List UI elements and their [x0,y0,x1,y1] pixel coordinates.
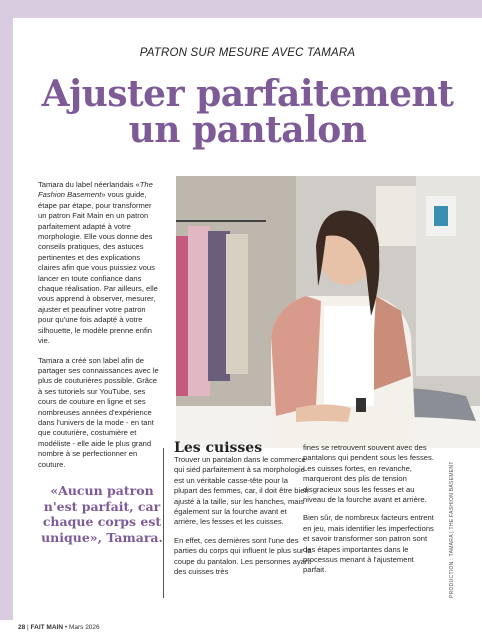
page-number: 28 [18,624,26,631]
label-name: The Fashion Basement [38,180,153,200]
issue-date: Mars 2026 [68,624,100,631]
column-rule [163,448,164,598]
kicker: PATRON SUR MESURE AVEC TAMARA [139,47,356,59]
col2-paragraph-2: Bien sûr, de nombreux facteurs entrent en jeu, mais identifier les imperfections et savoir transformer son patron sont des étapes importantes dans le processus menant à l'ajustement parfait. [303,513,434,575]
title-line-1: Ajuster parfaitement [41,73,454,115]
body-column-1 [174,455,312,585]
title-line-2: un pantalon [128,109,367,151]
pull-quote: «Aucun patron n'est parfait, car chaque corps est unique», Tamara. [41,483,163,545]
magazine-name: FAIT MAIN [30,624,64,631]
tamara-photo [176,176,480,448]
col2-paragraph-1: fines se retrouvent souvent avec des pantalons qui pendent sous les fesses. Les cuisses fortes, en revanche, marqueront des plis de tension disgracieux sous les fesses et au niveau de la fourche avant et arrière. [303,443,434,505]
intro-p1-start: Tamara du label néerlandais « [38,180,140,189]
page-title [13,73,482,151]
credit-text: PRODUCTION : TAMARA | THE FASHION BASEMENT [449,461,455,598]
body-column-2 [303,443,438,584]
page-footer: 28 | FAIT MAIN • Mars 2026 [18,624,100,631]
col1-paragraph-2: En effet, ces dernières sont l'une des parties du corps qui influent le plus sur la coupe du pantalon. Les personnes ayant des cuisses très [174,535,312,577]
intro-paragraph-1 [38,180,161,347]
intro-text [38,180,161,479]
section-heading: Les cuisses [174,440,263,456]
col1-paragraph-1: Trouver un pantalon dans le commerce qui siéd parfaitement à sa morphologie est un véritable casse-tête pour la plupart des femmes, car, il doit être bien ajusté à la taille, sur les hanches, mais également sur la fourche avant et arrière, les fesses et les cuisses. [174,455,309,527]
intro-p1-end: » vous guide, étape par étape, pour transformer un patron Fait Main en un patron parfaitement adapté à votre morphologie. Elle vous donne des conseils pratiques, des astuces pertinentes et des explications claires afin que vous puissiez vous lancer en toute confiance dans chaque réalisation. Par ailleurs, elle vous apprend à observer, mesurer, ajuster et peaufiner votre patron pour qu'une fois adapté à votre silhouette, le modèle prenne enfin vie. [38,190,158,346]
intro-paragraph-2: Tamara a créé son label afin de partager ses connaissances avec le plus de couturières possible. Grâce à ses tutoriels sur YouTube, ses cours de couture en ligne et ses nombreuses années d'expérience dans l'univers de la mode - en tant que couturière, costumière et modéliste - elle aide le plus grand nombre à se perfectionner en couture. [38,355,159,469]
photo-credit [449,461,461,598]
